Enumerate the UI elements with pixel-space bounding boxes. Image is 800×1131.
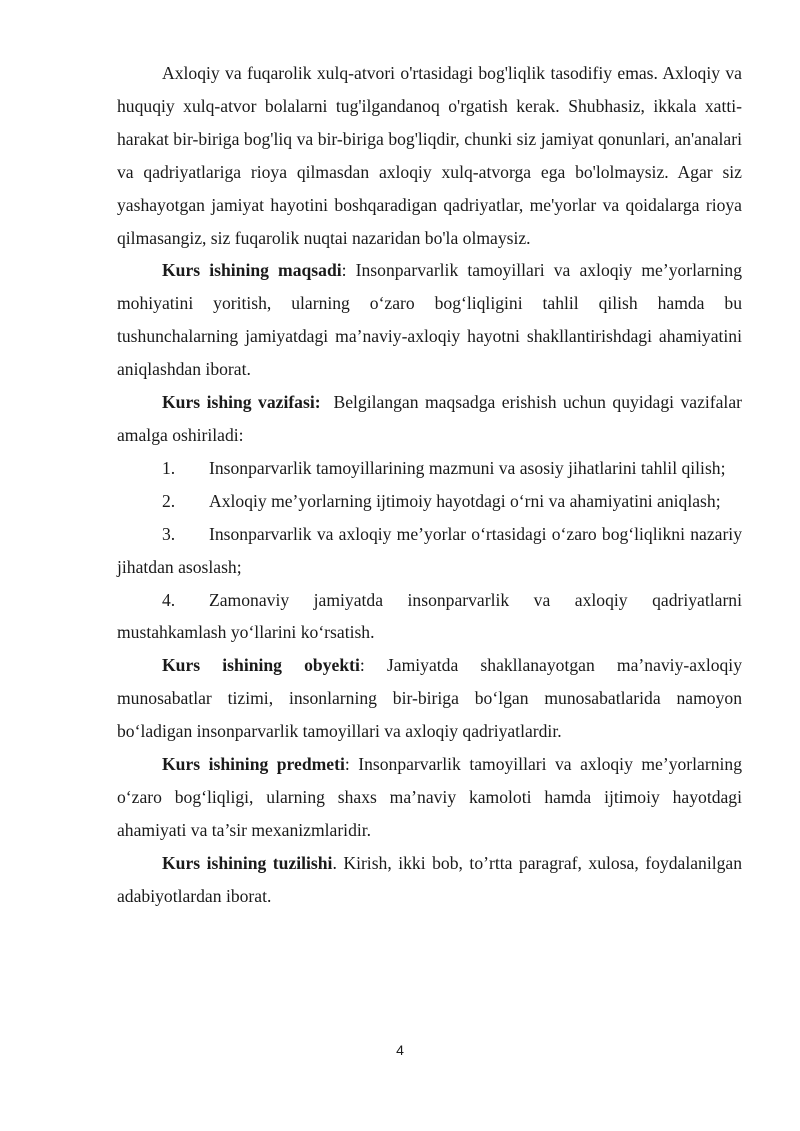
object-text: : Jamiyatda shakllanayotgan ma’naviy-axloqiy munosabatlar tizimi, insonlarning bir-biriga bo‘lgan munosabatlarida namoyon bo‘ladigan insonparvarlik tamoyillari va axloqiy qadriyatlardir. [117, 655, 742, 742]
object-paragraph [117, 649, 742, 748]
task-text: Zamonaviy jamiyatda insonparvarlik va axloqiy qadriyatlarni mustahkamlash yo‘llarini ko‘rsatish. [117, 589, 742, 643]
structure-paragraph [117, 847, 742, 913]
task-number: 2. [162, 490, 176, 511]
task-text: Insonparvarlik va axloqiy me’yorlar o‘rtasidagi o‘zaro bog‘liqlikni nazariy jihatdan asoslash; [117, 523, 742, 577]
object-label: Kurs ishining obyekti [162, 655, 360, 676]
task-item-4 [117, 584, 742, 650]
subject-text: : Insonparvarlik tamoyillari va axloqiy me’yorlarning o‘zaro bog‘liqligi, ularning shaxs ma’naviy kamoloti hamda ijtimoiy hayotdagi ahamiyati va ta’sir mexanizmlaridir. [117, 754, 742, 840]
subject-paragraph [117, 748, 742, 847]
task-number: 1. [162, 457, 176, 478]
task-item-3 [117, 518, 742, 584]
goal-text: : Insonparvarlik tamoyillari va axloqiy me’yorlarning mohiyatini yoritish, ularning o‘zaro bog‘liqligini tahlil qilish hamda bu tushunchalarning jamiyatdagi ma’naviy-axloqiy hayotni shakllantirishdagi ahamiyatini aniqlashdan iborat. [117, 260, 743, 380]
task-number: 4. [162, 589, 176, 610]
tasks-text: Belgilangan maqsadga erishish uchun quyidagi vazifalar amalga oshiriladi: [117, 392, 747, 445]
subject-label: Kurs ishining predmeti [162, 754, 345, 775]
task-number: 3. [162, 523, 176, 544]
structure-text: . Kirish, ikki bob, to’rtta paragraf, xulosa, foydalanilgan adabiyotlardan iborat. [117, 852, 742, 906]
page-number: 4 [396, 1042, 404, 1058]
task-item-1 [117, 452, 742, 485]
task-text: Axloqiy me’yorlarning ijtimoiy hayotdagi o‘rni va ahamiyatini aniqlash; [209, 490, 721, 511]
task-item-2 [117, 485, 742, 518]
goal-paragraph [117, 254, 742, 386]
structure-label: Kurs ishining tuzilishi [162, 852, 333, 873]
tasks-paragraph [117, 386, 747, 452]
task-text: Insonparvarlik tamoyillarining mazmuni va asosiy jihatlarini tahlil qilish; [209, 457, 726, 478]
intro-paragraph: Axloqiy va fuqarolik xulq-atvori o'rtasidagi bog'liqlik tasodifiy emas. Axloqiy va huquqiy xulq-atvor bolalarni tug'ilgandanoq o'rgatish kerak. Shubhasiz, ikkala xatti-harakat bir-biriga bog'liq va bir-biriga bog'liqdir, chunki siz jamiyat qonunlari, an'analari va qadriyatlariga rioya qilmasdan axloqiy xulq-atvorga ega bo'lolmaysiz. Agar siz yashayotgan jamiyat hayotini boshqaradigan qadriyatlar, me'yorlar va qoidalarga rioya qilmasangiz, siz fuqarolik nuqtai nazaridan bo'la olmaysiz. [117, 63, 742, 248]
goal-label: Kurs ishining maqsadi [162, 260, 342, 281]
document-body [117, 57, 747, 913]
tasks-label: Kurs ishing vazifasi: [162, 392, 321, 413]
